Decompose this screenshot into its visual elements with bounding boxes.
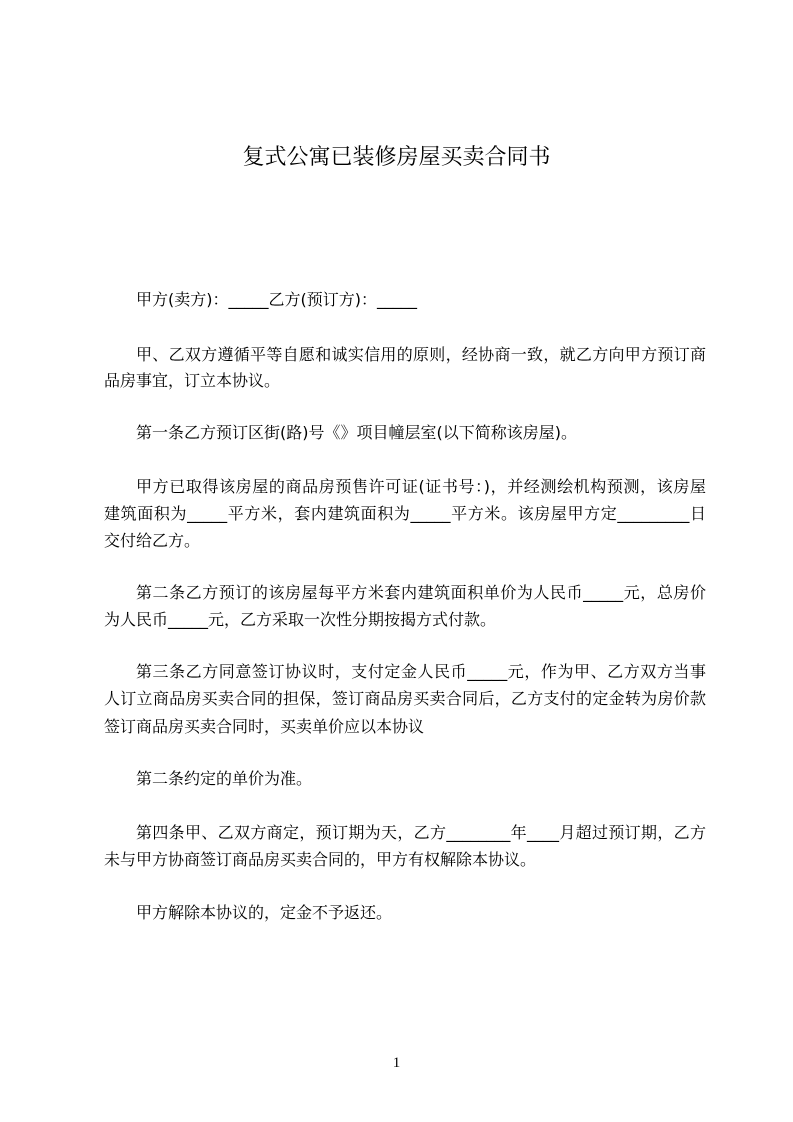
document-title: 复式公寓已装修房屋买卖合同书 bbox=[242, 145, 551, 170]
text-line: 甲方已取得该房屋的商品房预售许可证(证书号：)，并经测绘机构预测，该房屋 bbox=[136, 477, 706, 496]
text-line: 品房事宜，订立本协议。 bbox=[104, 371, 281, 390]
text-line: 第三条乙方同意签订协议时，支付定金人民币_____元，作为甲、乙方双方当事 bbox=[136, 662, 706, 681]
page-number: 1 bbox=[392, 1055, 401, 1071]
text-line: 建筑面积为_____平方米，套内建筑面积为_____平方米。该房屋甲方定_________日 bbox=[104, 504, 706, 523]
text-line: 第二条约定的单价为准。 bbox=[136, 769, 313, 788]
text-line: 为人民币_____元，乙方采取一次性分期按揭方式付款。 bbox=[104, 610, 497, 629]
text-line: 第四条甲、乙双方商定，预订期为天，乙方________年____月超过预订期，乙方 bbox=[136, 823, 706, 842]
text-line: 交付给乙方。 bbox=[104, 531, 201, 550]
text-line: 甲方解除本协议的，定金不予返还。 bbox=[136, 903, 393, 922]
text-line: 甲方(卖方)：_____乙方(预订方)：_____ bbox=[136, 290, 417, 309]
text-line: 人订立商品房买卖合同的担保，签订商品房买卖合同后，乙方支付的定金转为房价款 bbox=[104, 689, 706, 708]
text-line: 第二条乙方预订的该房屋每平方米套内建筑面积单价为人民币_____元，总房价 bbox=[136, 583, 706, 602]
text-line: 甲、乙双方遵循平等自愿和诚实信用的原则，经协商一致，就乙方向甲方预订商 bbox=[136, 345, 706, 364]
text-line: 第一条乙方预订区街(路)号《》项目幢层室(以下简称该房屋)。 bbox=[136, 423, 577, 442]
text-line: 签订商品房买卖合同时，买卖单价应以本协议 bbox=[104, 717, 425, 736]
text-line: 未与甲方协商签订商品房买卖合同的，甲方有权解除本协议。 bbox=[104, 850, 537, 869]
